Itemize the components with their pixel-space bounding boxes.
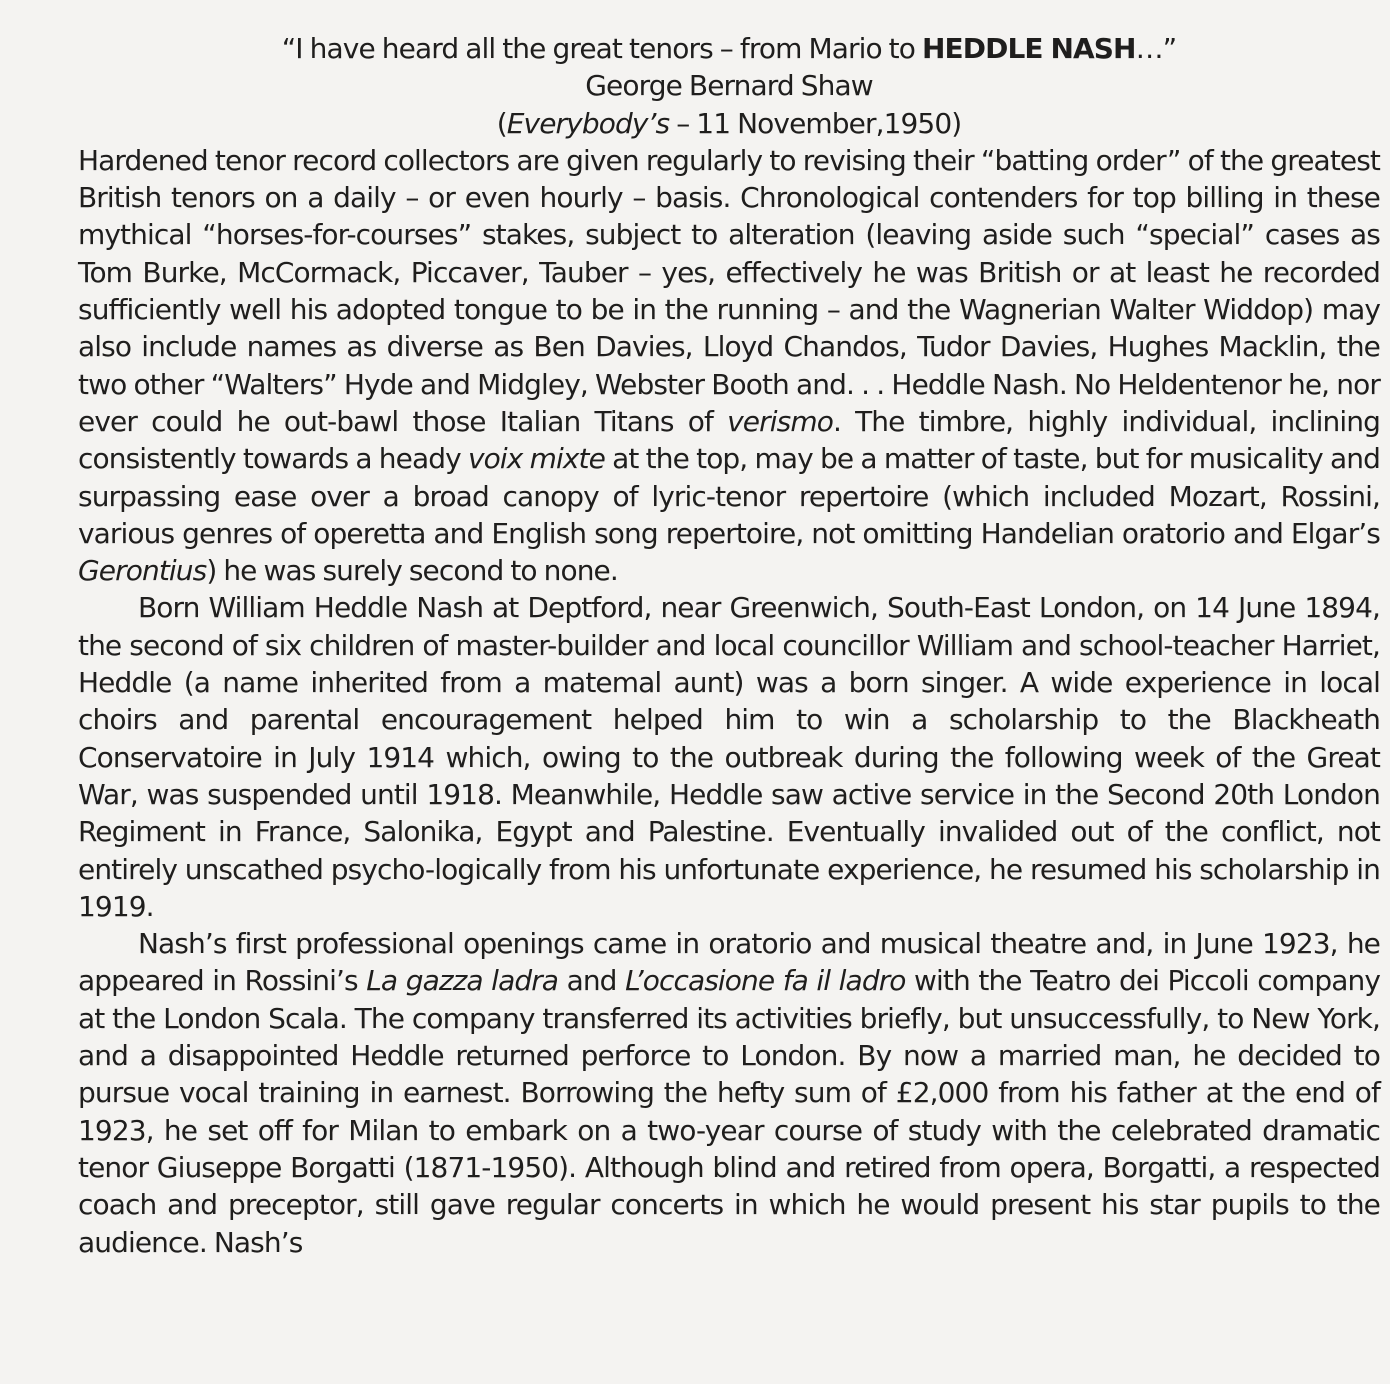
quote-subject-name: HEDDLE NASH <box>922 32 1136 65</box>
body-text <box>78 142 1380 1261</box>
epigraph-source: (Everybody’s – 11 November,1950) <box>496 106 962 140</box>
epigraph-author: George Bernard Shaw <box>585 69 873 103</box>
paragraph-1: Hardened tenor record collectors are given regularly to revising their “batting order” of the greatest British tenors on a daily – or even hourly – basis. Chronological contenders for top billing in these mythical “horses-for-courses” stakes, subject to alteration (leaving aside such “special” cases as Tom Burke, McCormack, Piccaver, Tauber – yes, effectively he was British or at least he recorded sufficiently well his adopted tongue to be in the running – and the Wagnerian Walter Widdop) may also include names as diverse as Ben Davies, Lloyd Chandos, Tudor Davies, Hughes Macklin, the two other “Walters” Hyde and Midgley, Webster Booth and. . . Heddle Nash. No Heldentenor he, nor ever could he out-bawl those Italian Titans of verismo. The timbre, highly individual, inclining consistently towards a heady voix mixte at the top, may be a matter of taste, but for musicality and surpassing ease over a broad canopy of lyric-tenor repertoire (which included Mozart, Rossini, various genres of operetta and English song repertoire, not omitting Handelian oratorio and Elgar’s Gerontius) he was surely second to none. <box>78 143 1380 588</box>
paragraph-2: Born William Heddle Nash at Deptford, near Greenwich, South-East London, on 14 June 1894, the second of six children of master-builder and local councillor William and school-teacher Harriet, Heddle (a name inherited from a matemal aunt) was a born singer. A wide experience in local choirs and parental encouragement helped him to win a scholarship to the Blackheath Conservatoire in July 1914 which, owing to the outbreak during the following week of the Great War, was suspended until 1918. Meanwhile, Heddle saw active service in the Second 20th London Regiment in France, Salonika, Egypt and Palestine. Eventually invalided out of the conflict, not entirely unscathed psycho-logically from his unfortunate experience, he resumed his scholarship in 1919. <box>78 591 1380 923</box>
epigraph <box>78 30 1380 142</box>
paragraph-3: Nash’s first professional openings came in oratorio and musical theatre and, in June 1923, he appeared in Rossini’s La gazza ladra and L’occasione fa il ladro with the Teatro dei Piccoli company at the London Scala. The company transferred its activities briefly, but unsuccessfully, to New York, and a disappointed Heddle returned perforce to London. By now a married man, he decided to pursue vocal training in earnest. Borrowing the hefty sum of £2,000 from his father at the end of 1923, he set off for Milan to embark on a two-year course of study with the celebrated dramatic tenor Giuseppe Borgatti (1871-1950). Although blind and retired from opera, Borgatti, a respected coach and preceptor, still gave regular concerts in which he would present his star pupils to the audience. Nash’s <box>78 927 1381 1259</box>
source-publication: Everybody’s <box>506 106 670 140</box>
document-page <box>78 30 1380 1261</box>
epigraph-quote: “I have heard all the great tenors – from Mario to HEDDLE NASH…” <box>281 32 1177 65</box>
